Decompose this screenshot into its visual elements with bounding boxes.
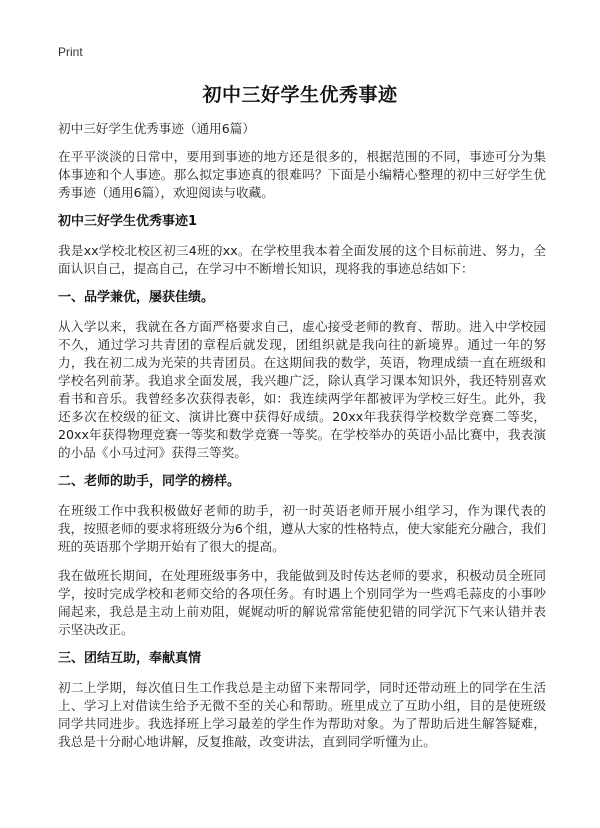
section-heading-1: 一、品学兼优，屡获佳绩。 <box>58 290 215 305</box>
intro-paragraph: 在平平淡淡的日常中，要用到事迹的地方还是很多的，根据范围的不同，事迹可分为集体事迹和个人事迹。那么拟定事迹真的很难吗？下面是小编精心整理的初中三好学生优秀事迹（通用6篇），欢迎阅读与收藏。 <box>58 149 546 200</box>
section-2-paragraph-2: 我在做班长期间，在处理班级事务中，我能做到及时传达老师的要求，积极动员全班同学，按时完成学校和老师交给的各项任务。有时遇上个别同学为一些鸡毛蒜皮的小事吵闹起来，我总是主动上前劝阻，娓娓动听的解说常常能使犯错的同学沉下气来认错并表示坚决改正。 <box>58 568 546 637</box>
print-link[interactable]: Print <box>58 45 83 59</box>
article-subtitle: 初中三好学生优秀事迹（通用6篇） <box>58 121 255 136</box>
section-heading-3: 三、团结互助，奉献真情 <box>58 651 202 666</box>
article-heading: 初中三好学生优秀事迹1 <box>58 214 198 229</box>
section-2-paragraph-1: 在班级工作中我积极做好老师的助手，初一时英语老师开展小组学习，作为课代表的我，按照老师的要求将班级分为6个组，遵从大家的性格特点，使大家能充分融合，我们班的英语那个学期开始有了很大的提高。 <box>58 503 546 554</box>
opening-paragraph: 我是xx学校北校区初三4班的xx。在学校里我本着全面发展的这个目标前进、努力，全面认识自己，提高自己，在学习中不断增长知识，现将我的事迹总结如下： <box>58 243 546 276</box>
section-heading-2: 二、老师的助手，同学的榜样。 <box>58 474 241 489</box>
article-body <box>58 120 546 762</box>
section-1-paragraph-1: 从入学以来，我就在各方面严格要求自己，虚心接受老师的教育、帮助。进入中学校园不久，通过学习共青团的章程后就发现，团组织就是我向往的新境界。通过一年的努力，我在初二成为光荣的共青团员。在这期间我的数学，英语，物理成绩一直在班级和学校名列前茅。我追求全面发展，我兴趣广泛，除认真学习课本知识外，我还特别喜欢看书和音乐。我曾经多次获得表彰，如：我连续两学年都被评为学校三好生。此外，我还多次在校级的征文、演讲比赛中获得好成绩。20xx年我获得学校数学竞赛二等奖，20xx年获得物理竞赛一等奖和数学竞赛一等奖。在学校举办的英语小品比赛中，我表演的小品《小马过河》获得三等奖。 <box>58 319 546 460</box>
section-3-paragraph-1: 初二上学期，每次值日生工作我总是主动留下来帮同学，同时还带动班上的同学在生活上、学习上对借读生给予无微不至的关心和帮助。班里成立了互助小组，目的是使班级同学共同进步。我选择班上学习最差的学生作为帮助对象。为了帮助后进生解答疑难，我总是十分耐心地讲解，反复推敲，改变讲法，直到同学听懂为止。 <box>58 680 546 749</box>
page-title: 初中三好学生优秀事迹 <box>202 84 398 106</box>
